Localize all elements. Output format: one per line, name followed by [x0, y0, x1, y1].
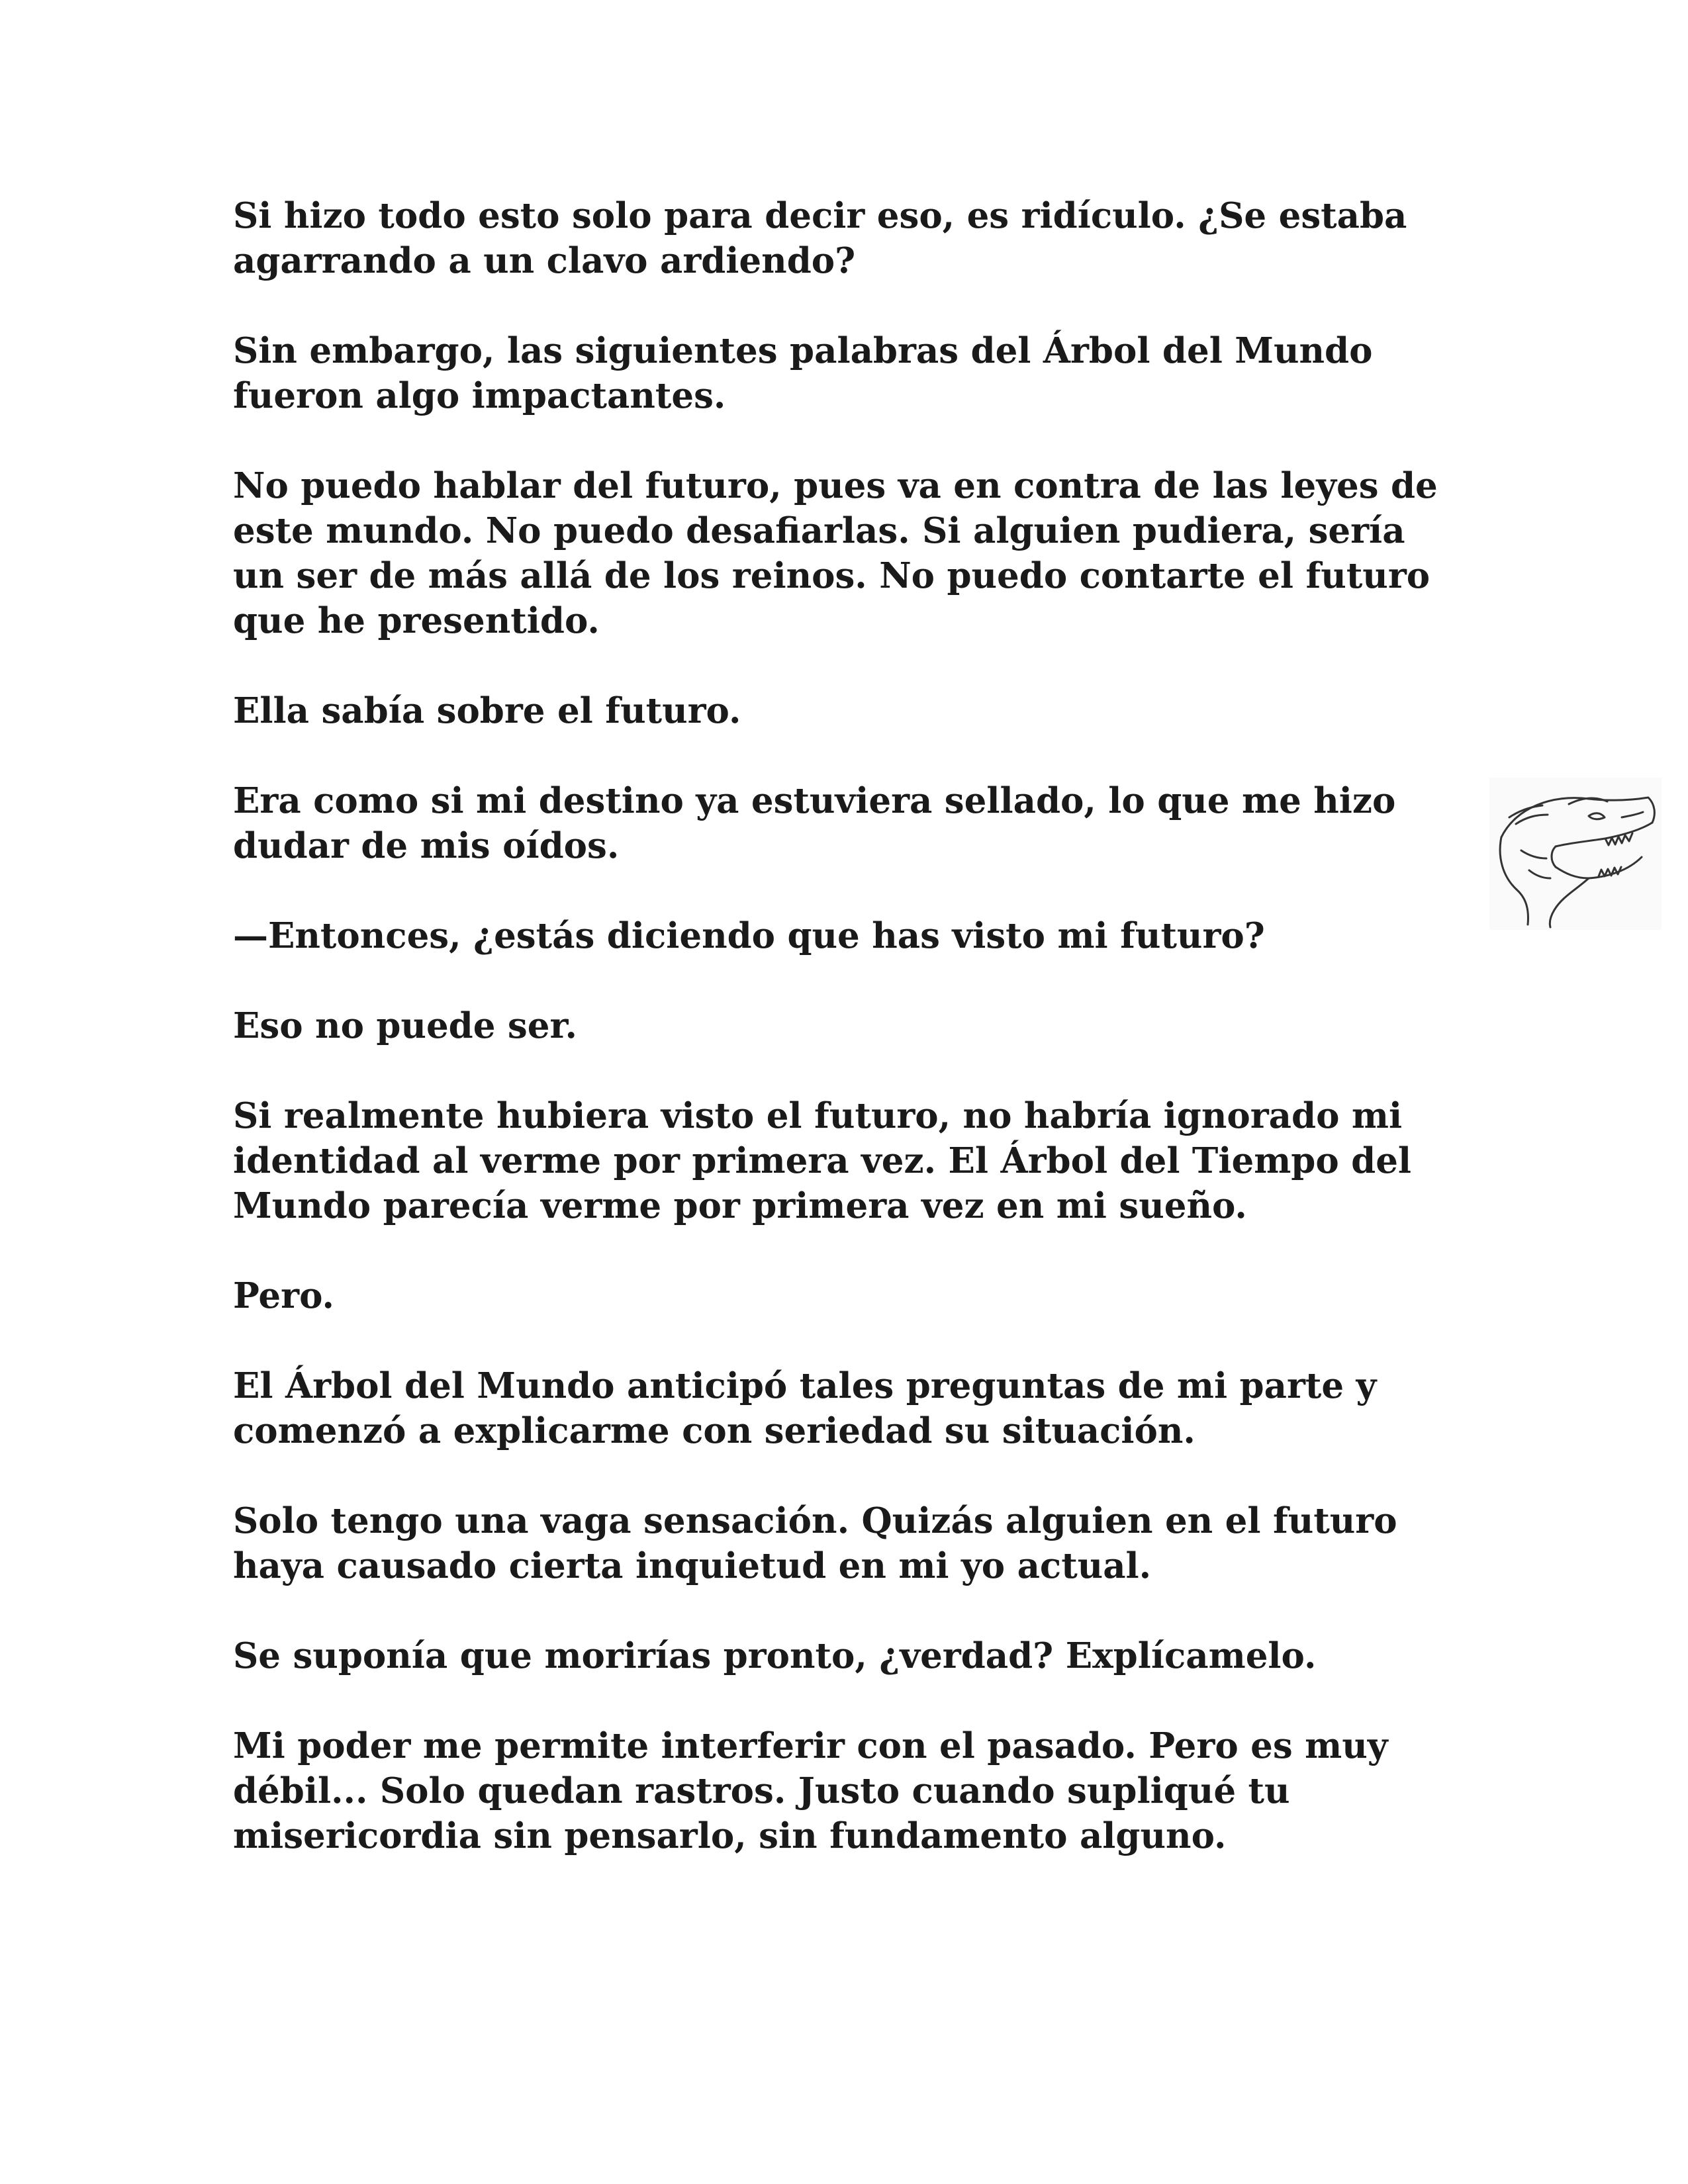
paragraph: Si realmente hubiera visto el futuro, no habría ignorado mi identidad al verme por primera vez. El Árbol del Tiempo del Mundo parecía verme por primera vez en mi sueño. [233, 1095, 1412, 1226]
body-text [233, 193, 1464, 1903]
paragraph: Mi poder me permite interferir con el pasado. Pero es muy débil... Solo quedan rastros. Justo cuando supliqué tu misericordia sin pensarlo, sin fundamento alguno. [233, 1725, 1388, 1856]
paragraph: Era como si mi destino ya estuviera sellado, lo que me hizo dudar de mis oídos. [233, 780, 1396, 866]
paragraph: Pero. [233, 1275, 334, 1316]
paragraph: Se suponía que morirías pronto, ¿verdad? Explícamelo. [233, 1635, 1317, 1676]
paragraph: El Árbol del Mundo anticipó tales preguntas de mi parte y comenzó a explicarme con seriedad su situación. [233, 1365, 1377, 1451]
paragraph: Sin embargo, las siguientes palabras del Árbol del Mundo fueron algo impactantes. [233, 330, 1373, 416]
paragraph: Solo tengo una vaga sensación. Quizás alguien en el futuro haya causado cierta inquietud en mi yo actual. [233, 1500, 1397, 1586]
dinosaur-head-icon [1489, 778, 1662, 930]
paragraph: Eso no puede ser. [233, 1005, 577, 1046]
paragraph: Si hizo todo esto solo para decir eso, es ridículo. ¿Se estaba agarrando a un clavo ardiendo? [233, 195, 1407, 281]
paragraph: Ella sabía sobre el futuro. [233, 690, 741, 731]
paragraph: —Entonces, ¿estás diciendo que has visto mi futuro? [233, 915, 1265, 956]
paragraph: No puedo hablar del futuro, pues va en contra de las leyes de este mundo. No puedo desafiarlas. Si alguien pudiera, sería un ser de más allá de los reinos. No puedo contarte el futuro que he presentido. [233, 465, 1438, 641]
